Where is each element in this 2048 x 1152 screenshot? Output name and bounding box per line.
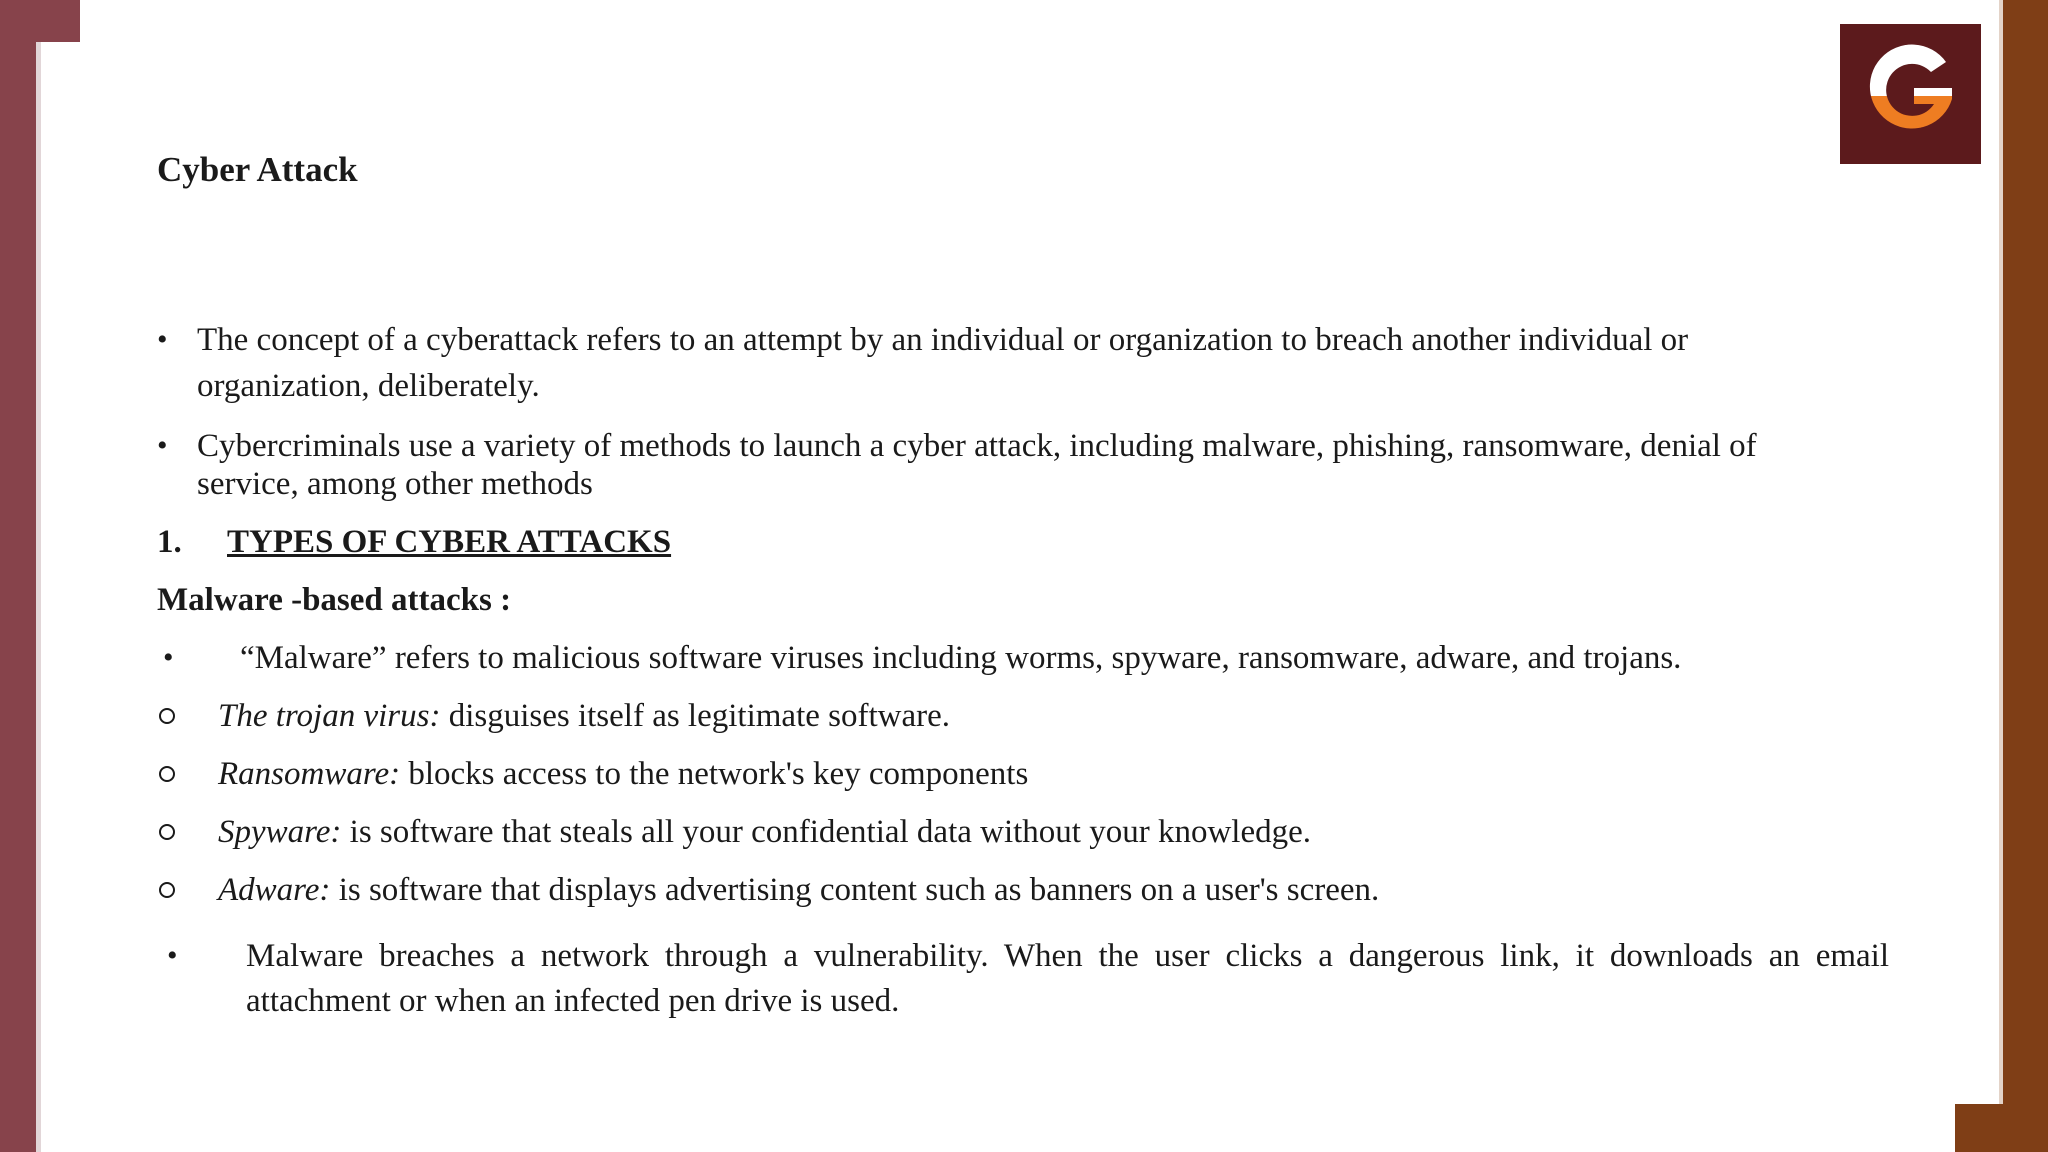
malware-type-description: is software that displays advertising content such as banners on a user's screen.	[330, 872, 1380, 908]
bullet-marker: •	[167, 939, 178, 972]
malware-type-item	[218, 694, 950, 738]
malware-type-term: Ransomware:	[218, 756, 401, 792]
slide-title: Cyber Attack	[157, 150, 358, 189]
malware-subheading: Malware -based attacks :	[157, 582, 512, 618]
circle-bullet-icon	[159, 824, 175, 840]
malware-type-term: Adware:	[218, 872, 331, 908]
bullet-marker: •	[163, 641, 174, 674]
intro-bullet-2-line-2: service, among other methods	[197, 466, 593, 502]
section-heading: TYPES OF CYBER ATTACKS	[227, 524, 672, 560]
breach-bullet-line-2: attachment or when an infected pen drive is used.	[246, 983, 900, 1019]
malware-definition: “Malware” refers to malicious software viruses including worms, spyware, ransomware, adware, and trojans.	[240, 640, 1682, 676]
intro-bullet-1-line-2: organization, deliberately.	[197, 368, 540, 404]
intro-bullet-2-line-1: Cybercriminals use a variety of methods to launch a cyber attack, including malware, phishing, ransomware, denial of	[197, 428, 1757, 464]
malware-type-term: The trojan virus:	[218, 698, 441, 734]
malware-type-description: is software that steals all your confidential data without your knowledge.	[341, 814, 1312, 850]
section-number: 1.	[157, 524, 182, 560]
circle-bullet-icon	[159, 708, 175, 724]
malware-type-description: disguises itself as legitimate software.	[440, 698, 951, 734]
bullet-marker: •	[157, 323, 168, 356]
bullet-marker: •	[157, 429, 168, 462]
malware-type-term: Spyware:	[218, 814, 342, 850]
malware-type-item	[218, 868, 1379, 912]
intro-bullet-1-line-1: The concept of a cyberattack refers to an attempt by an individual or organization to breach another individual or	[197, 322, 1689, 358]
breach-bullet-line-1: Malware breaches a network through a vulnerability. When the user clicks a dangerous link, it downloads an email	[246, 938, 1889, 974]
malware-type-item	[218, 810, 1311, 854]
circle-bullet-icon	[159, 766, 175, 782]
malware-type-description: blocks access to the network's key components	[400, 756, 1029, 792]
malware-type-item	[218, 752, 1028, 796]
circle-bullet-icon	[159, 882, 175, 898]
